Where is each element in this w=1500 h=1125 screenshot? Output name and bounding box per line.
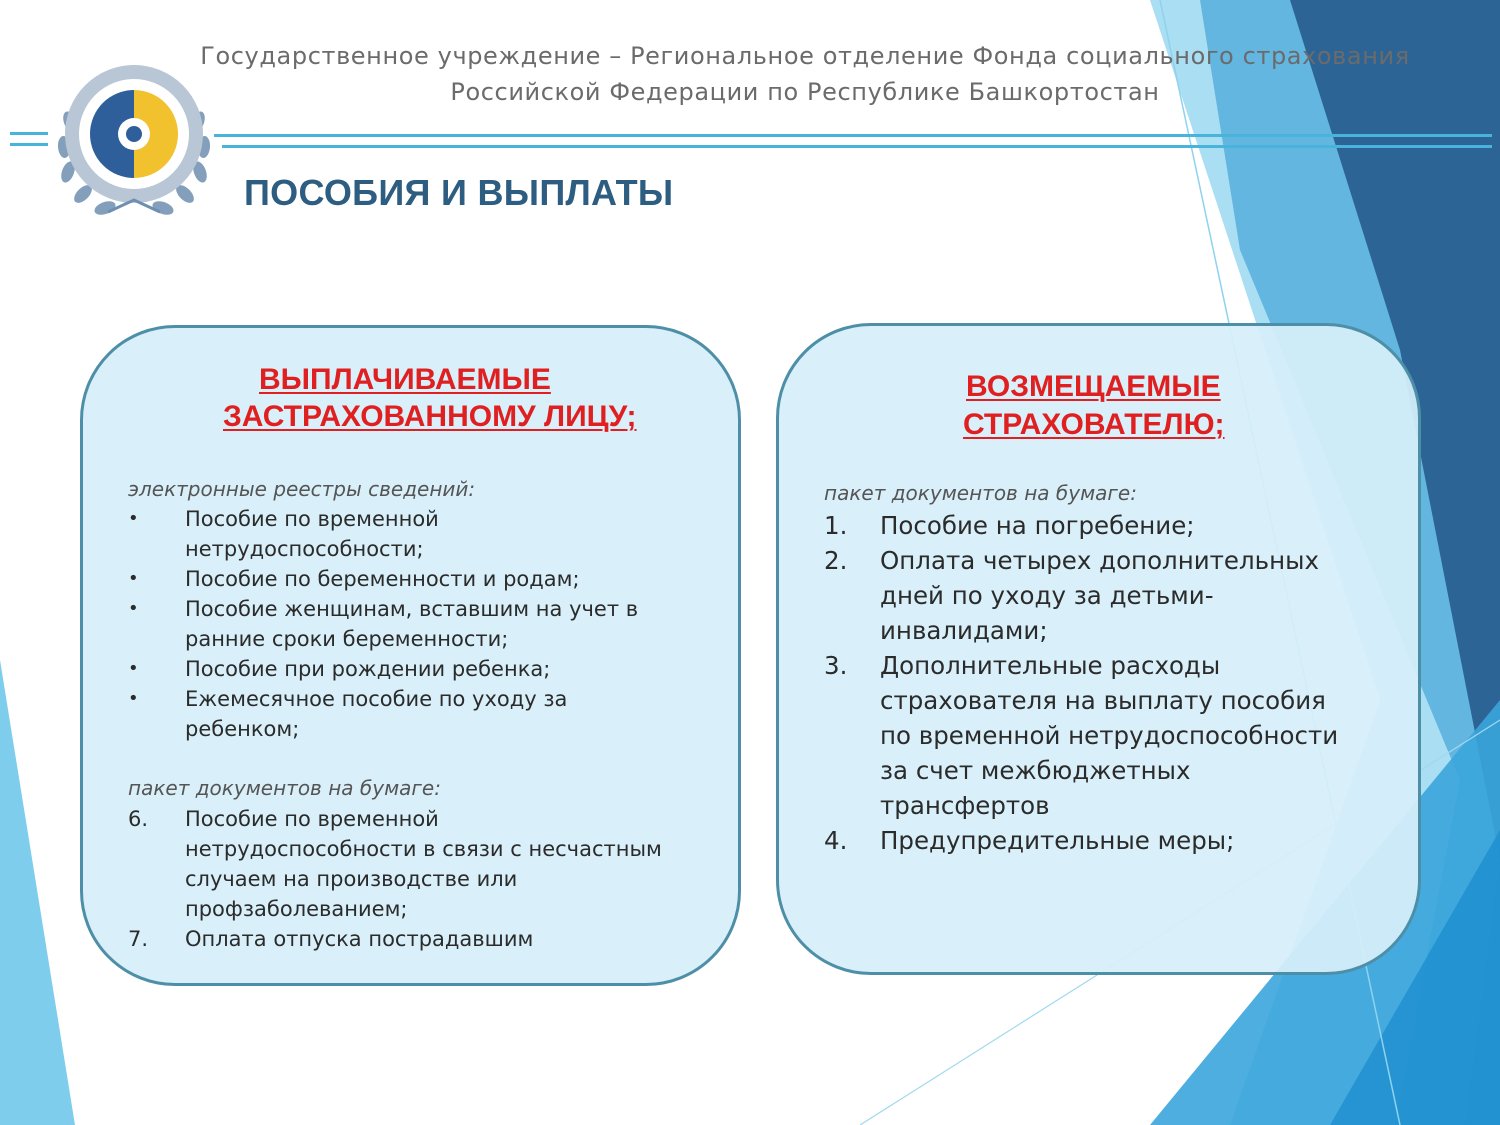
- list-item-text: • Пособие при рождении ребенка;: [185, 657, 551, 681]
- list-item-text: Пособие по временной: [185, 807, 439, 831]
- list-item-text: • Пособие женщинам, вставшим на учет в: [185, 597, 639, 621]
- list-item-text: Предупредительные меры;: [880, 826, 1235, 855]
- list-item: [824, 823, 1338, 858]
- organization-name-line1: Государственное учреждение – Региональное отделение Фонда социального страхования: [200, 42, 1410, 70]
- list-item-text: ранние сроки беременности;: [185, 627, 509, 651]
- electronic-registers-heading: электронные реестры сведений:: [128, 477, 476, 501]
- list-item-text: • Пособие по беременности и родам;: [185, 567, 580, 591]
- list-item-text: • Пособие по временной: [185, 507, 439, 531]
- header-rule-left-bottom: [10, 143, 48, 146]
- list-item-text: Оплата отпуска пострадавшим: [185, 927, 534, 951]
- list-item-text: случаем на производстве или: [185, 867, 518, 891]
- header-rule-left-top: [10, 132, 48, 135]
- paper-benefits-list: [128, 804, 662, 954]
- list-item-text: нетрудоспособности в связи с несчастным: [185, 837, 662, 861]
- list-item: [185, 684, 638, 744]
- list-item-number: 7.: [128, 927, 149, 951]
- list-item-number: 2.: [824, 546, 848, 575]
- list-item-number: 3.: [824, 651, 848, 680]
- list-item: [185, 594, 638, 654]
- fss-emblem-icon: [48, 62, 220, 222]
- list-item: [824, 648, 1339, 823]
- list-item: [185, 564, 638, 594]
- list-item: [128, 924, 662, 954]
- list-item-text: по временной нетрудоспособности: [880, 721, 1339, 750]
- list-item: [185, 504, 638, 564]
- organization-name: [160, 38, 1450, 110]
- reimbursed-payments-list: [824, 508, 1339, 858]
- list-item-number: 1.: [824, 511, 848, 540]
- list-item-text: нетрудоспособности;: [185, 537, 424, 561]
- right-paper-heading: пакет документов на бумаге:: [824, 481, 1137, 505]
- header-rule-bottom: [222, 145, 1492, 148]
- right-panel-title-line2: СТРАХОВАТЕЛЮ;: [963, 408, 1225, 441]
- list-item-text: Оплата четырех дополнительных: [880, 546, 1319, 575]
- left-panel-title-line1: ВЫПЛАЧИВАЕМЫЕ: [259, 363, 551, 396]
- deco-left-shard: [0, 660, 75, 1125]
- left-paper-heading: пакет документов на бумаге:: [128, 776, 441, 800]
- list-item-text: дней по уходу за детьми-: [880, 581, 1214, 610]
- header-rule-top: [214, 134, 1492, 137]
- list-item-number: 6.: [128, 807, 149, 831]
- list-item: [824, 543, 1338, 648]
- list-item: [128, 804, 662, 924]
- list-item-text: страхователя на выплату пособия: [880, 686, 1326, 715]
- list-item-text: • Ежемесячное пособие по уходу за: [185, 687, 568, 711]
- list-item-text: профзаболеванием;: [185, 897, 408, 921]
- list-item-text: трансфертов: [880, 791, 1050, 820]
- list-item-text: инвалидами;: [880, 616, 1048, 645]
- list-item: [185, 654, 638, 684]
- left-panel-title-line2: ЗАСТРАХОВАННОМУ ЛИЦУ;: [223, 400, 637, 433]
- page-title: ПОСОБИЯ И ВЫПЛАТЫ: [244, 172, 674, 213]
- list-item-text: за счет межбюджетных: [880, 756, 1191, 785]
- list-item: [824, 508, 1338, 543]
- list-item-text: Пособие на погребение;: [880, 511, 1195, 540]
- list-item-text: ребенком;: [185, 717, 300, 741]
- list-item-text: Дополнительные расходы: [880, 651, 1221, 680]
- electronic-benefits-list: [185, 504, 638, 744]
- organization-name-line2: Российской Федерации по Республике Башкортостан: [450, 78, 1160, 106]
- list-item-number: 4.: [824, 826, 848, 855]
- right-panel-title-line1: ВОЗМЕЩАЕМЫЕ: [966, 370, 1221, 403]
